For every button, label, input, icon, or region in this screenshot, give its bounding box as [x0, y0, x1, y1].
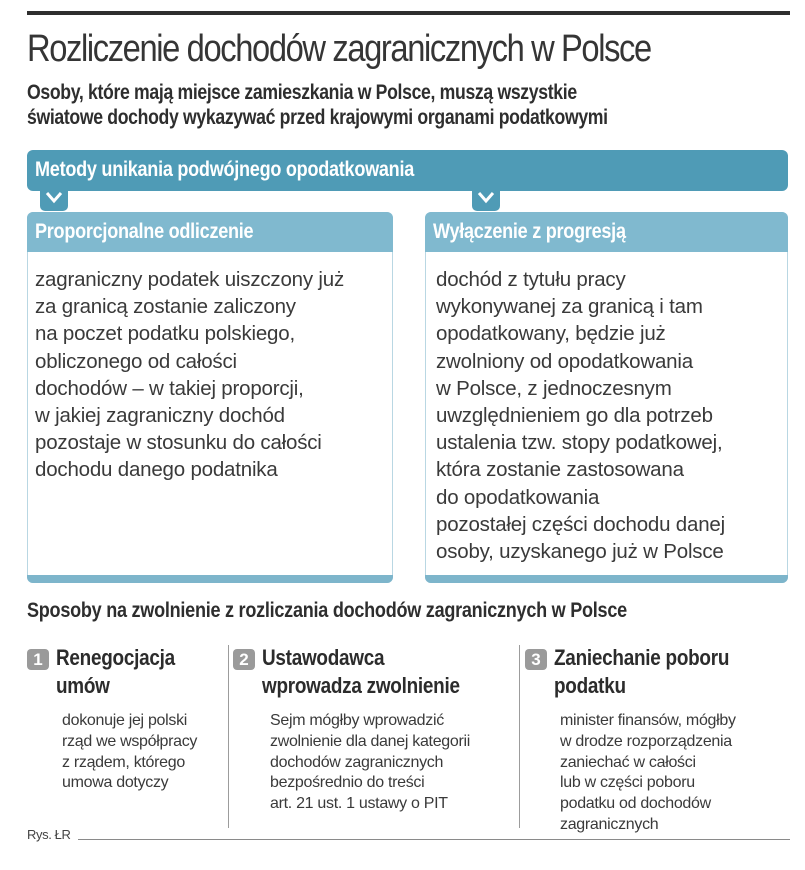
- body-line: w Polsce, z jednoczesnym: [436, 376, 672, 400]
- body-line: do opodatkowania: [436, 485, 600, 509]
- body-line: z rządem, którego: [62, 753, 185, 771]
- exemptions-section-title: Sposoby na zwolnienie z rozliczania dochodów zagranicznych w Polsce: [27, 599, 627, 622]
- number-badge: 2: [233, 649, 255, 670]
- body-line: zwolniony od opodatkowania: [436, 349, 693, 373]
- body-line: opodatkowany, będzie już: [436, 322, 666, 346]
- body-line: rząd we współpracy: [62, 732, 198, 750]
- body-line: dochodu danego podatnika: [35, 458, 278, 482]
- exemption-heading: [56, 644, 175, 700]
- body-line: art. 21 ust. 1 ustawy o PIT: [270, 795, 448, 813]
- body-line: uwzględnieniem go dla potrzeb: [436, 404, 713, 428]
- method-card-body: [436, 266, 725, 565]
- column-divider: [519, 645, 520, 828]
- body-line: w jakiej zagraniczny dochód: [35, 404, 285, 428]
- body-line: pozostaje w stosunku do całości: [35, 431, 322, 455]
- chevron-down-icon: [472, 189, 500, 211]
- method-card-exemption-with-progression: [425, 212, 788, 583]
- method-card-body: [35, 266, 344, 484]
- footer-rule: [78, 839, 790, 840]
- body-line: zagranicznych: [560, 815, 659, 833]
- body-line: Sejm mógłby wprowadzić: [270, 712, 444, 729]
- method-card-header: [27, 212, 393, 252]
- method-card-title: Wyłączenie z progresją: [433, 220, 626, 243]
- body-line: wykonywanej za granicą i tam: [436, 295, 703, 319]
- number-badge: 3: [525, 649, 547, 670]
- page-title: Rozliczenie dochodów zagranicznych w Polsce: [27, 28, 651, 70]
- heading-line: Renegocjacja: [56, 645, 175, 670]
- body-line: obliczonego od całości: [35, 349, 237, 373]
- heading-line: Zaniechanie poboru: [554, 645, 730, 670]
- method-card-footer-bar: [27, 575, 393, 583]
- body-line: dokonuje jej polski: [62, 712, 188, 729]
- image-credit: Rys. ŁR: [27, 827, 71, 842]
- body-line: podatku od dochodów: [560, 795, 711, 813]
- body-line: bezpośrednio do treści: [270, 774, 425, 792]
- body-line: dochód z tytułu pracy: [436, 268, 626, 291]
- exemption-heading: [554, 644, 729, 700]
- method-card-proportional-deduction: [27, 212, 393, 583]
- body-line: minister finansów, mógłby: [560, 712, 736, 729]
- body-line: umowa dotyczy: [62, 774, 169, 792]
- heading-line: podatku: [554, 673, 626, 698]
- top-rule: [27, 11, 790, 15]
- exemption-body: [270, 711, 470, 815]
- method-card-header: [425, 212, 788, 252]
- body-line: która zostanie zastosowana: [436, 458, 684, 482]
- heading-line: Ustawodawca: [262, 645, 385, 670]
- exemption-body: [62, 711, 197, 794]
- body-line: ustalenia tzw. stopy podatkowej,: [436, 431, 723, 455]
- body-line: osoby, uzyskanego już w Polsce: [436, 540, 724, 564]
- body-line: zwolnienie dla danej kategorii: [270, 732, 471, 750]
- methods-banner: [27, 150, 788, 191]
- column-divider: [228, 645, 229, 828]
- number-badge: 1: [27, 649, 49, 670]
- body-line: pozostałej części dochodu danej: [436, 512, 725, 536]
- body-line: zaniechać w całości: [560, 753, 696, 771]
- method-card-title: Proporcjonalne odliczenie: [35, 220, 254, 243]
- subtitle-line: światowe dochody wykazywać przed krajowymi organami podatkowymi: [27, 106, 608, 129]
- body-line: zagraniczny podatek uiszczony już: [35, 268, 345, 291]
- chevron-down-icon: [40, 189, 68, 211]
- body-line: dochodów zagranicznych: [270, 753, 444, 771]
- page-subtitle: [27, 80, 783, 130]
- body-line: lub w części poboru: [560, 774, 695, 792]
- method-card-footer-bar: [425, 575, 788, 583]
- body-line: za granicą zostanie zaliczony: [35, 295, 296, 319]
- exemption-heading: [262, 644, 460, 700]
- body-line: na poczet podatku polskiego,: [35, 322, 295, 346]
- heading-line: umów: [56, 673, 110, 698]
- subtitle-line: Osoby, które mają miejsce zamieszkania w Polsce, muszą wszystkie: [27, 81, 577, 104]
- body-line: dochodów – w takiej proporcji,: [35, 376, 304, 400]
- exemption-body: [560, 711, 736, 836]
- body-line: w drodze rozporządzenia: [560, 732, 732, 750]
- heading-line: wprowadza zwolnienie: [262, 673, 460, 698]
- methods-banner-label: Metody unikania podwójnego opodatkowania: [35, 158, 414, 181]
